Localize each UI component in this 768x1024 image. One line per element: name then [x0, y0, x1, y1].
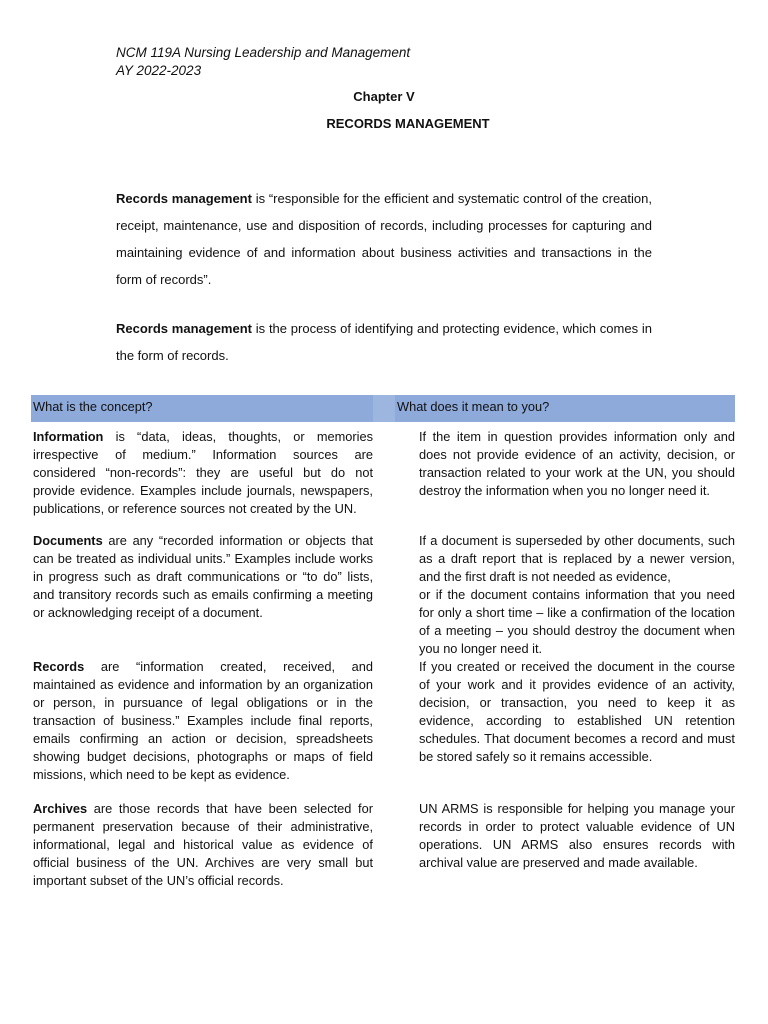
concept-table — [31, 395, 735, 908]
concept-term: Information — [33, 429, 104, 444]
meaning-column-header: What does it mean to you? — [395, 395, 735, 422]
concept-column-header: What is the concept? — [31, 395, 373, 422]
concept-cell — [31, 532, 373, 658]
concept-cell — [31, 800, 373, 908]
meaning-cell — [395, 532, 735, 658]
course-header — [116, 44, 410, 80]
concept-text: are those records that have been selected for permanent preservation because of their administrative, informational, legal and historical value as evidence of official business of the UN. Archives are very small but important subset of the UN’s official records. — [33, 801, 373, 888]
table-row — [31, 658, 735, 800]
meaning-text-part: or if the document contains information that you need for only a short time – like a confirmation of the location of a meeting – you should destroy the document when you no longer need it. — [419, 587, 735, 656]
table-header-row — [31, 395, 735, 422]
section-title: RECORDS MANAGEMENT — [326, 116, 490, 131]
definition-paragraph — [116, 185, 652, 293]
meaning-cell: If the item in question provides information only and does not provide evidence of an activity, decision, or transaction related to your work at the UN, you should destroy the information when you no longer need it. — [419, 429, 735, 498]
chapter-title: Chapter V — [353, 89, 415, 104]
concept-cell — [31, 422, 373, 532]
concept-term: Records — [33, 659, 85, 674]
concept-text: are any “recorded information or objects that can be treated as individual units.” Examples include works in progress such as draft communications or “to do” lists, and transitory records such as emails confirming a meeting or acknowledging receipt of a document. — [33, 533, 373, 620]
process-paragraph — [116, 315, 652, 369]
table-row — [31, 800, 735, 908]
process-text: is the process of identifying and protecting evidence, which comes in the form of records. — [116, 321, 652, 363]
definition-term: Records management — [116, 191, 252, 206]
course-title: NCM 119A Nursing Leadership and Management — [116, 45, 411, 60]
definition-text: is “responsible for the efficient and systematic control of the creation, receipt, maintenance, use and disposition of records, including processes for capturing and maintaining evidence of and information about business activities and transactions in the form of records”. — [116, 191, 652, 287]
concept-cell — [31, 658, 373, 800]
academic-year: AY 2022-2023 — [116, 63, 202, 78]
process-term: Records management — [116, 321, 252, 336]
concept-term: Archives — [33, 801, 88, 816]
meaning-text-part: If a document is superseded by other documents, such as a draft report that is replaced by a newer version, and the first draft is not needed as evidence, — [419, 533, 735, 584]
meaning-cell: If you created or received the document in the course of your work and it provides evidence of an activity, decision, or transaction, you need to keep it as evidence, according to established UN retention schedules. That document becomes a record and must be stored safely so it remains accessible. — [419, 659, 735, 764]
table-row — [31, 532, 735, 658]
concept-text: are “information created, received, and maintained as evidence and information by an organization or person, in pursuance of legal obligations or in the transaction of business.” Examples include final reports, emails confirming an action or decision, spreadsheets showing budget decisions, photographs or maps of field missions, which need to be kept as evidence. — [33, 659, 373, 782]
meaning-cell: UN ARMS is responsible for helping you manage your records in order to protect valuable evidence of UN operations. UN ARMS also ensures records with archival value are preserved and made available. — [419, 801, 735, 870]
table-row — [31, 422, 735, 532]
concept-term: Documents — [33, 533, 103, 548]
concept-text: is “data, ideas, thoughts, or memories irrespective of medium.” Information sources are considered “non-records”: they are useful but do not provide evidence. Examples include journals, newspapers, publications, or reference sources not created by the UN. — [33, 429, 373, 516]
